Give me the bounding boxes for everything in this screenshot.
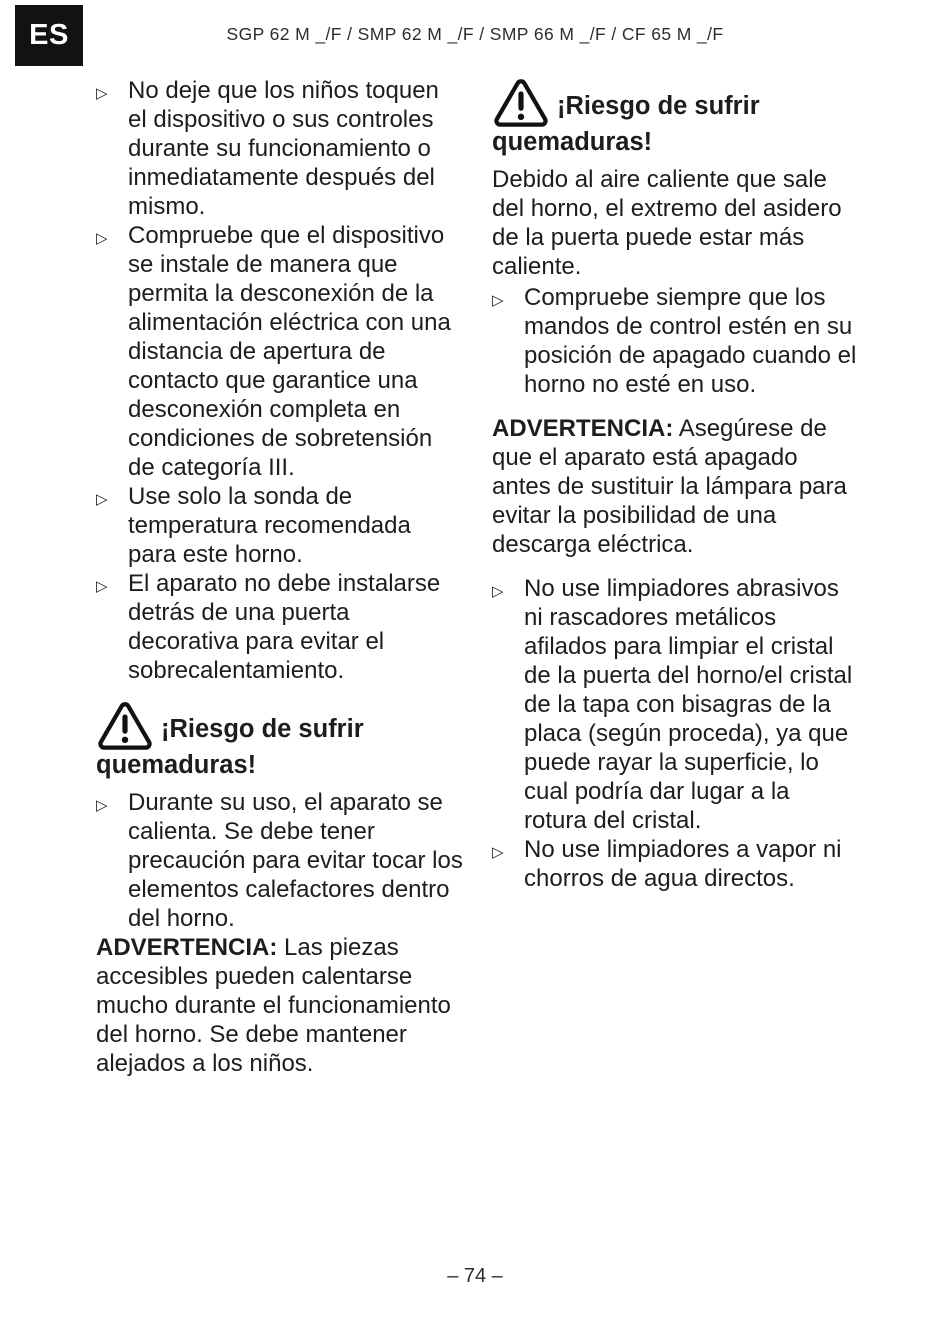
- list-item: [492, 574, 858, 835]
- list-item-text: Compruebe que el dispositivo se instale de manera que permita la desconexión de la alimentación eléctrica con una distancia de apertura de contacto que garantice una desconexión completa en condiciones de sobretensión de categoría III.: [128, 222, 451, 481]
- safety-list-3: [492, 283, 858, 399]
- warning-triangle-icon: [96, 715, 161, 743]
- list-item-text: El aparato no debe instalarse detrás de una puerta decorativa para evitar el sobrecalentamiento.: [128, 570, 441, 684]
- list-item: [492, 283, 858, 399]
- bullet-icon: ▷: [492, 292, 504, 309]
- left-column: [96, 76, 464, 1080]
- burn-risk-warning-heading: [492, 78, 858, 157]
- list-item: [96, 76, 464, 221]
- model-numbers-header: SGP 62 M _/F / SMP 62 M _/F / SMP 66 M _/F / CF 65 M _/F: [226, 24, 724, 44]
- page-number: – 74 –: [447, 1265, 503, 1287]
- safety-list-2: [96, 788, 464, 933]
- bullet-icon: ▷: [96, 797, 108, 814]
- language-badge: ES: [15, 5, 83, 66]
- advertencia-text: Asegúrese de que el aparato está apagado antes de sustituir la lámpara para evitar la posibilidad de una descarga eléctrica.: [492, 415, 847, 558]
- advertencia-label: ADVERTENCIA:: [492, 415, 674, 442]
- list-item: [492, 835, 858, 893]
- list-item-text: No deje que los niños toquen el dispositivo o sus controles durante su funcionamiento o inmediatamente después del mismo.: [128, 77, 439, 220]
- burn-risk-warning-heading: [96, 701, 464, 780]
- safety-list-4: [492, 574, 858, 893]
- advertencia-text: Las piezas accesibles pueden calentarse mucho durante el funcionamiento del horno. Se debe mantener alejados a los niños.: [96, 934, 451, 1077]
- bullet-icon: ▷: [492, 844, 504, 861]
- list-item: [96, 221, 464, 482]
- list-item: [96, 482, 464, 569]
- warning-intro-paragraph: Debido al aire caliente que sale del horno, el extremo del asidero de la puerta puede estar más caliente.: [492, 166, 842, 280]
- list-item: [96, 788, 464, 933]
- right-column: [492, 76, 858, 1080]
- list-item-text: Compruebe siempre que los mandos de control estén en su posición de apagado cuando el horno no esté en uso.: [524, 284, 857, 398]
- bullet-icon: ▷: [96, 491, 108, 508]
- list-item-text: No use limpiadores a vapor ni chorros de agua directos.: [524, 836, 842, 892]
- warning-heading-text: ¡Riesgo de sufrir quemaduras!: [492, 92, 760, 156]
- list-item-text: No use limpiadores abrasivos ni rascadores metálicos afilados para limpiar el cristal de la puerta del horno/el cristal de la tapa con bisagras de la placa (según proceda), ya que puede rayar la superficie, lo cual podría dar lugar a la rotura del cristal.: [524, 575, 853, 834]
- list-item-text: Use solo la sonda de temperatura recomendada para este horno.: [128, 483, 411, 568]
- bullet-icon: ▷: [492, 583, 504, 600]
- list-item-text: Durante su uso, el aparato se calienta. Se debe tener precaución para evitar tocar los elementos calefactores dentro del horno.: [128, 789, 463, 932]
- warning-triangle-icon: [492, 92, 557, 120]
- advertencia-paragraph: [492, 414, 858, 559]
- advertencia-paragraph: [96, 933, 464, 1078]
- bullet-icon: ▷: [96, 578, 108, 595]
- warning-heading-text: ¡Riesgo de sufrir quemaduras!: [96, 715, 364, 779]
- advertencia-label: ADVERTENCIA:: [96, 934, 278, 961]
- page-content: [96, 76, 858, 1080]
- bullet-icon: ▷: [96, 85, 108, 102]
- list-item: [96, 569, 464, 685]
- safety-list-1: [96, 76, 464, 685]
- bullet-icon: ▷: [96, 230, 108, 247]
